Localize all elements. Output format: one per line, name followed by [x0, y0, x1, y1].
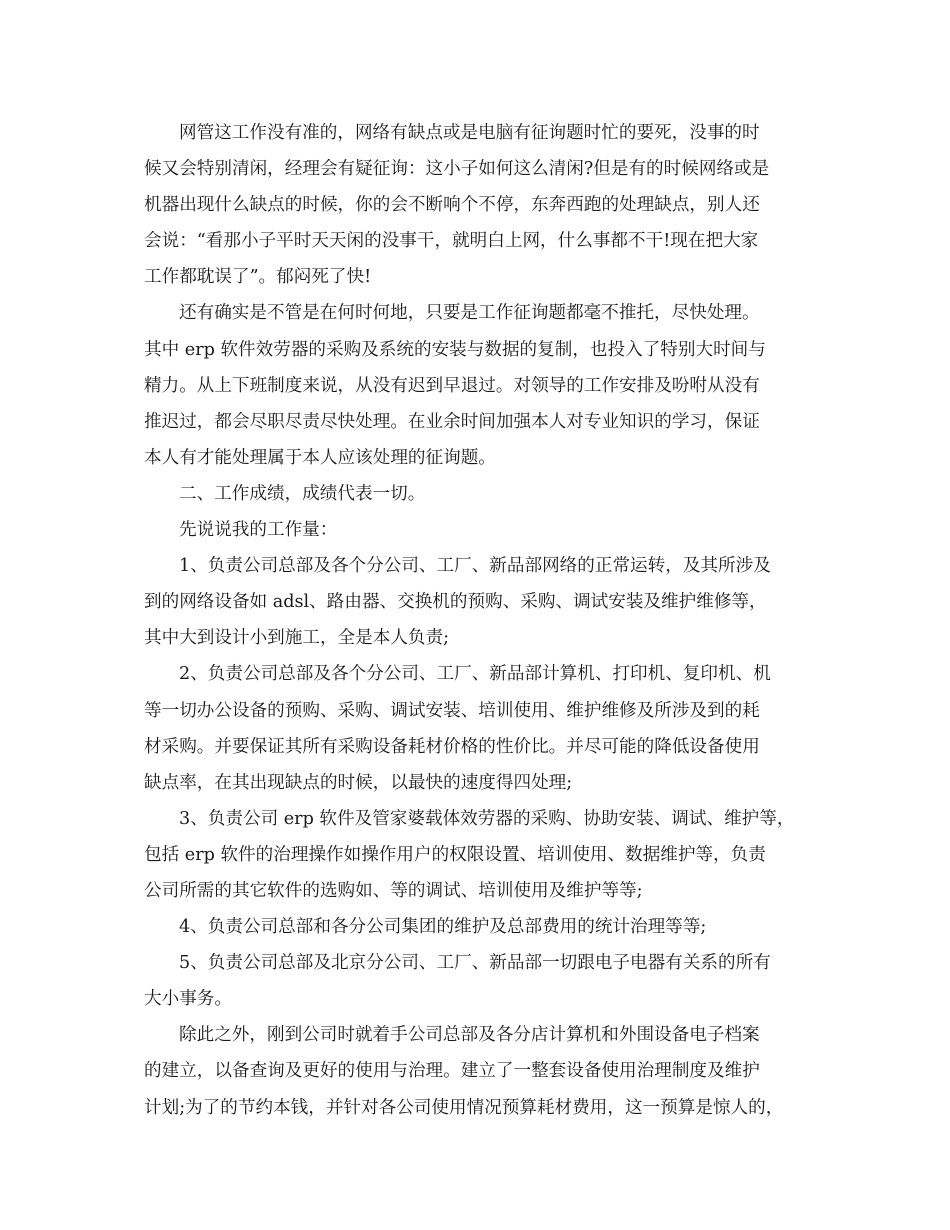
text-line: 5、负责公司总部及北京分公司、工厂、新品部一切跟电子电器有关系的所有 [179, 953, 771, 974]
text-line: 缺点率，在其出现缺点的时候，以最快的速度得四处理; [144, 772, 573, 793]
document-body [144, 115, 812, 1126]
paragraph [144, 1017, 812, 1125]
text-line: 二、工作成绩，成绩代表一切。 [179, 483, 426, 504]
text-line: 候又会特别清闲，经理会有疑征询：这小子如何这么清闲?但是有的时候网络或是 [144, 159, 770, 180]
text-line: 到的网络设备如 adsl、路由器、交换机的预购、采购、调试安装及维护维修等， [144, 592, 767, 613]
text-line: 本人有才能处理属于本人应该处理的征询题。 [144, 447, 496, 468]
paragraph [144, 295, 812, 475]
text-line: 材采购。并要保证其所有采购设备耗材价格的性价比。并尽可能的降低设备使用 [144, 736, 760, 757]
text-line: 公司所需的其它软件的选购如、等的调试、培训使用及维护等等; [144, 880, 643, 901]
text-line: 先说说我的工作量： [179, 520, 338, 541]
text-line: 大小事务。 [144, 989, 232, 1010]
text-line: 3、负责公司 erp 软件及管家婆载体效劳器的采购、协助安装、调试、维护等， [179, 808, 795, 829]
text-line: 其中大到设计小到施工，全是本人负责; [144, 628, 450, 649]
text-line: 还有确实是不管是在何时何地，只要是工作征询题都毫不推托，尽快处理。 [179, 303, 760, 324]
text-line: 其中 erp 软件效劳器的采购及系统的安装与数据的复制，也投入了特别大时间与 [144, 339, 766, 360]
text-line: 网管这工作没有准的，网络有缺点或是电脑有征询题时忙的要死，没事的时 [179, 123, 760, 143]
text-line: 2、负责公司总部及各个分公司、工厂、新品部计算机、打印机、复印机、机 [179, 664, 771, 685]
text-line: 等一切办公设备的预购、采购、调试安装、培训使用、维护维修及所涉及到的耗 [144, 700, 760, 721]
text-line: 的建立，以备查询及更好的使用与治理。建立了一整套设备使用治理制度及维护 [144, 1061, 760, 1082]
paragraph [144, 801, 812, 909]
text-line: 工作都耽误了”。郁闷死了快! [144, 267, 372, 288]
text-line: 1、负责公司总部及各个分公司、工厂、新品部网络的正常运转，及其所涉及 [179, 556, 771, 577]
text-line: 会说：“看那小子平时天天闲的没事干，就明白上网，什么事都不干!现在把大家 [144, 231, 759, 252]
paragraph [144, 656, 812, 800]
text-line: 4、负责公司总部和各分公司集团的维护及总部费用的统计治理等等; [179, 917, 707, 938]
text-line: 精力。从上下班制度来说，从没有迟到早退过。对领导的工作安排及吩咐从没有 [144, 375, 760, 396]
text-line: 包括 erp 软件的治理操作如操作用户的权限设置、培训使用、数据维护等，负责 [144, 844, 766, 865]
paragraph [144, 909, 812, 945]
paragraph [144, 945, 812, 1017]
paragraph [144, 512, 812, 548]
text-line: 计划;为了的节约本钱，并针对各公司使用情况预算耗材费用，这一预算是惊人的， [144, 1097, 784, 1118]
text-line: 推迟过，都会尽职尽责尽快处理。在业余时间加强本人对专业知识的学习，保证 [144, 411, 760, 432]
text-line: 除此之外，刚到公司时就着手公司总部及各分店计算机和外围设备电子档案 [179, 1025, 760, 1046]
paragraph [144, 115, 812, 295]
text-line: 机器出现什么缺点的时候，你的会不断响个不停，东奔西跑的处理缺点，别人还 [144, 195, 760, 216]
paragraph [144, 476, 812, 512]
paragraph [144, 548, 812, 656]
